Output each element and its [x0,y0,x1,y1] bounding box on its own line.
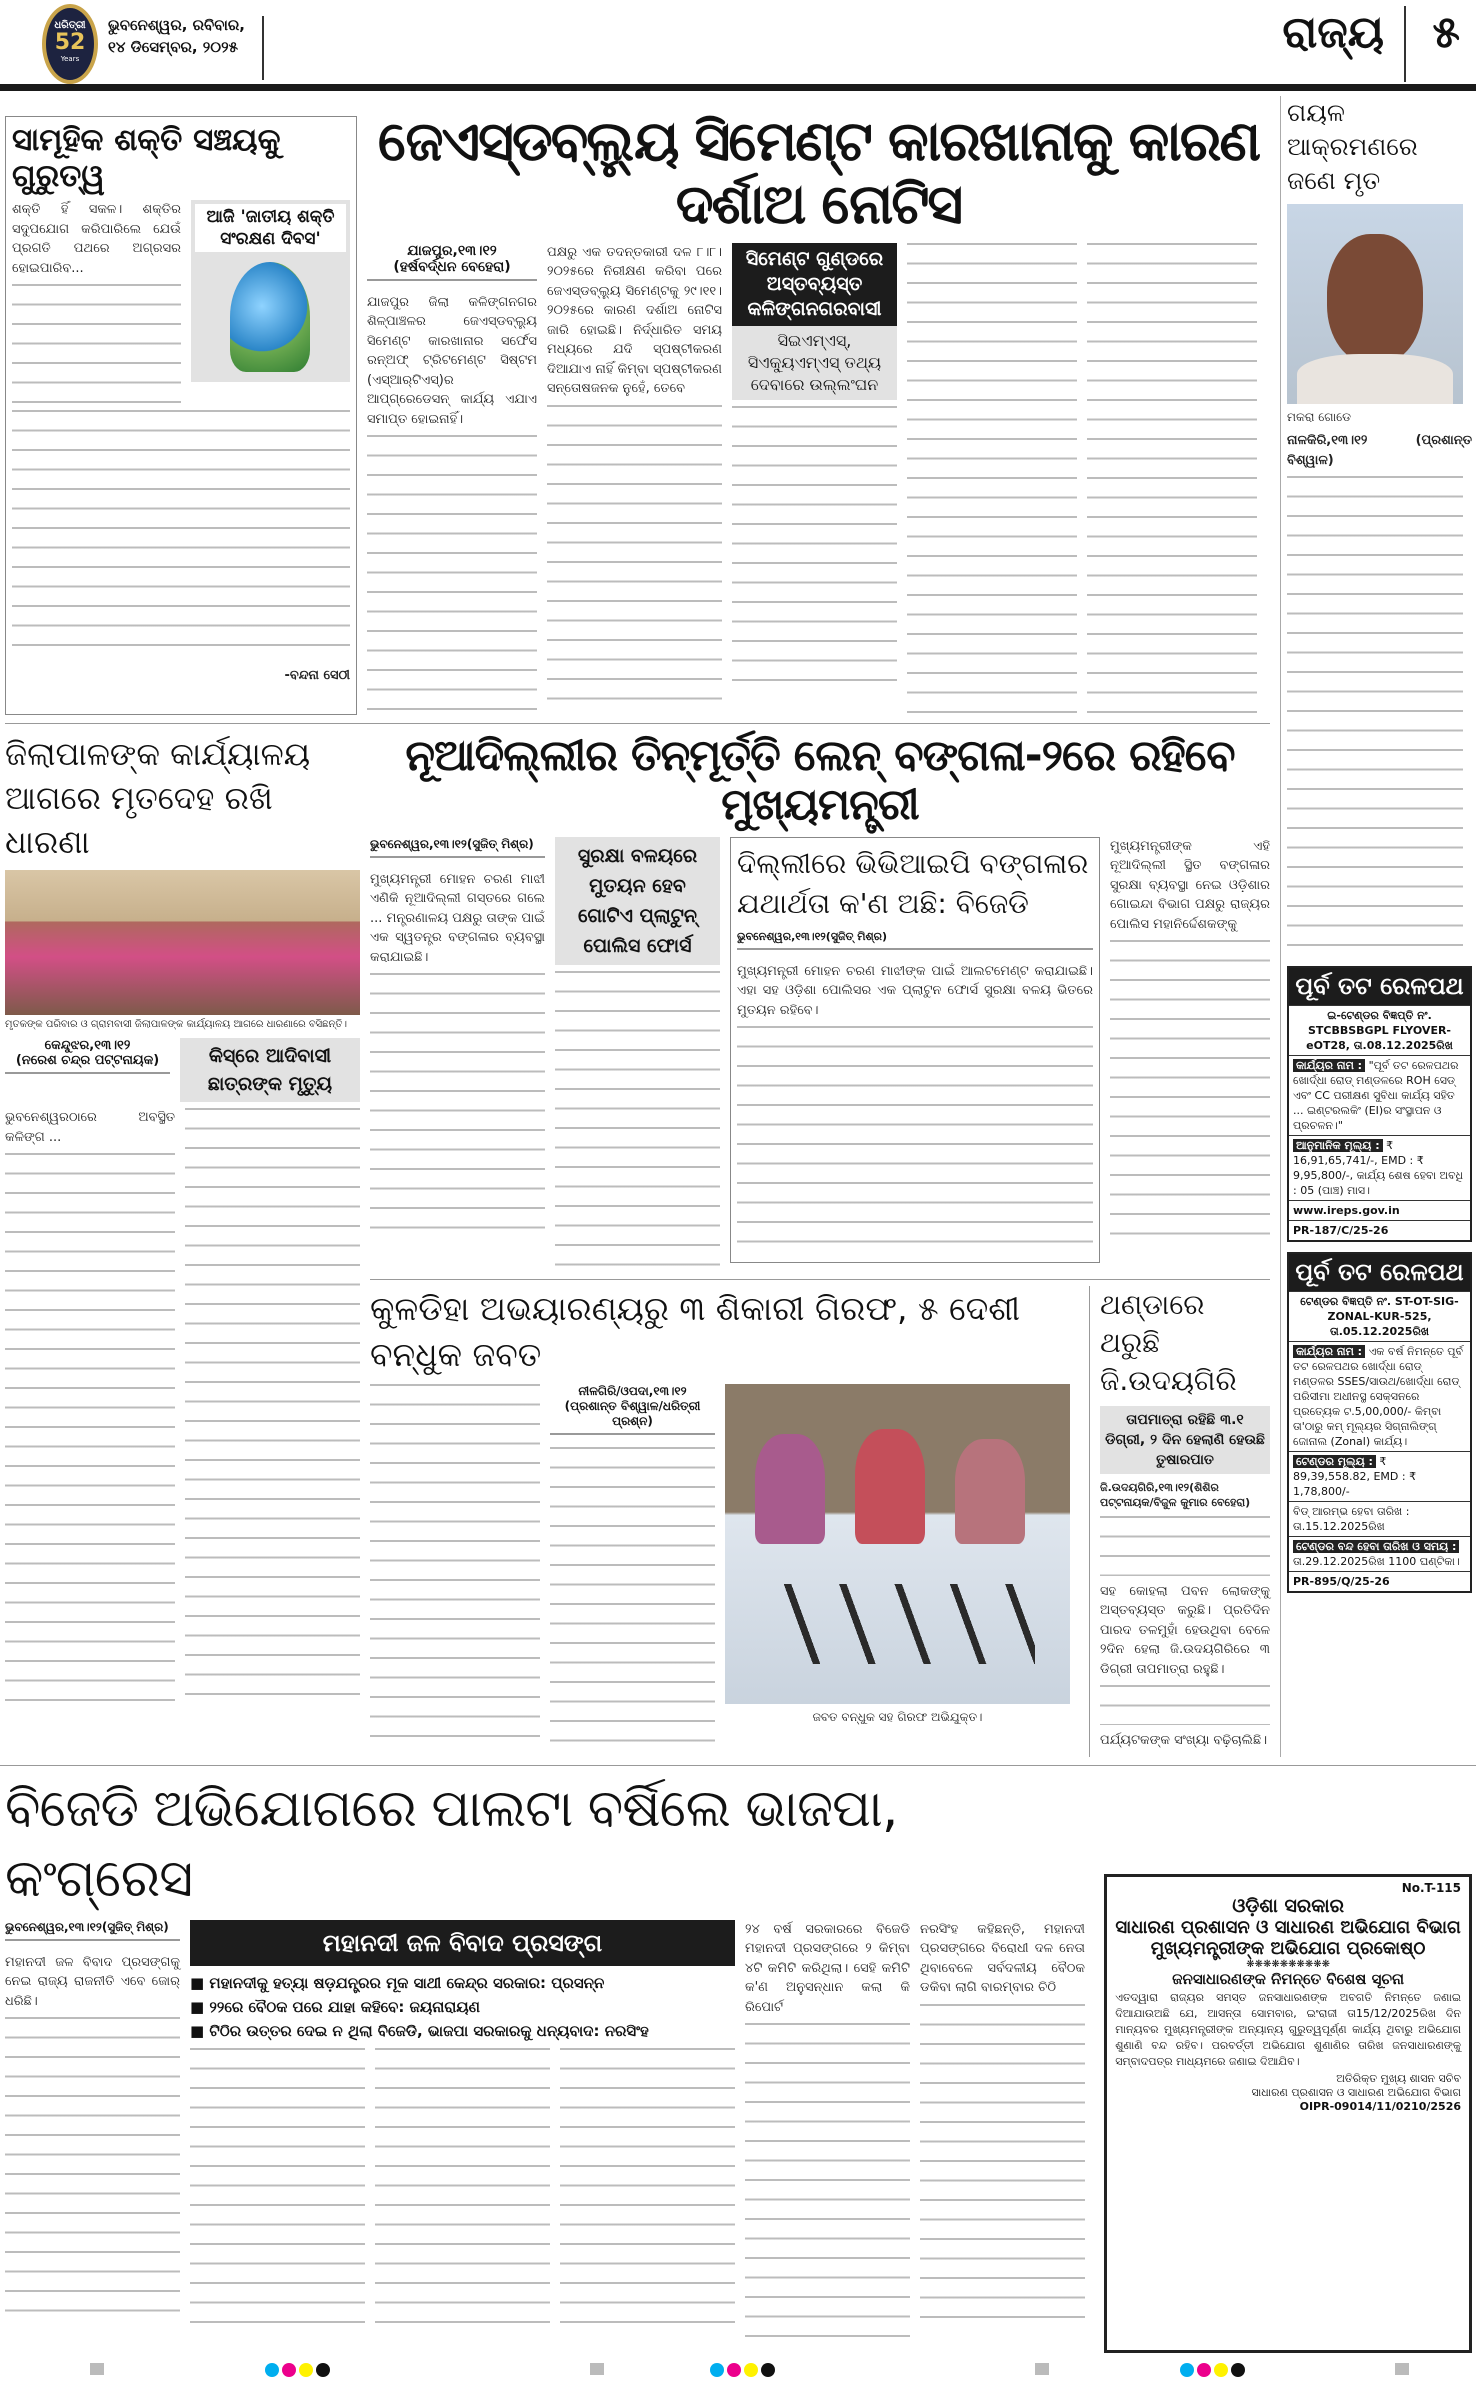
ad-code: PR-187/C/25-26 [1289,1220,1470,1240]
body-col1: ଯାଜପୁର ଜିଲା କଳିଙ୍ଗନଗର ଶିଳ୍ପାଞ୍ଚଳର ଜେଏସ୍‌ଡବ୍ଲ୍ୟୁ ସିମେଣ୍ଟ କାରଖାନାର ସର୍ଫେସ ରନ୍‌ଅଫ୍ ଟ୍ରିଟମେଣ୍ଟ ସିଷ୍ଟମ (ଏସ୍‌ଆର୍‌ଟିଏସ୍)ର ଆପ୍‌ଗ୍ରେଡେସନ୍ କାର୍ଯ୍ୟ ଏଯାଏ ସମାପ୍ତ ହୋଇନାହିଁ। [367,294,537,427]
dateline-place: ନୀଳଗିରି/ଓପଦା,୧୩।୧୨ [578,1383,687,1398]
photo-caption: ମୃତକଙ୍କ ପରିବାର ଓ ଗ୍ରାମବାସୀ ଜିଲାପାଳଙ୍କ କାର୍ଯ୍ୟାଳୟ ଆଗରେ ଧାରଣାରେ ବସିଛନ୍ତି। [5,1019,348,1030]
inner-dateline: ଭୁବନେଶ୍ୱର,୧୩।୧୨(ସୁଜିତ୍ ମିଶ୍ର) [737,930,1093,950]
right-body: ମୁଖ୍ୟମନ୍ତ୍ରୀଙ୍କ ଏହି ନୂଆଦିଲ୍ଲୀ ସ୍ଥିତ ବଙ୍ଗଳାର ସୁରକ୍ଷା ବ୍ୟବସ୍ଥା ନେଇ ଓଡ଼ିଶାର ଗୋଇନ୍ଦା ବିଭାଗ ପକ୍ଷରୁ ରାଜ୍ୟର ପୋଲିସ ମହାନିର୍ଦ୍ଦେଶକଙ୍କୁ [1110,838,1270,932]
cost: ₹ 89,39,558.82, EMD : ₹ 1,78,800/- [1293,1454,1417,1498]
security-box: ସୁରକ୍ଷା ବଳୟରେ ମୁତୟନ ହେବ ଗୋଟିଏ ପ୍ଲାଟୁନ୍ ପୋଲିସ ଫୋର୍ସ [555,837,720,965]
bullet-list [190,1972,735,2042]
dateline: ଭୁବନେଶ୍ୱର,୧୩।୧୨(ସୁଜିତ୍ ମିଶ୍ର) [370,837,545,858]
body-right-2: ନରସିଂହ କହିଛନ୍ତି, ମହାନଦୀ ପ୍ରସଙ୍ଗରେ ବିରୋଧୀ ଦଳ ନେତା ଥିବାବେଳେ ସର୍ବଦଳୀୟ ବୈଠକ ଡକିବା ଲାଗି ବାରମ୍ବାର ଚିଠି [920,1921,1085,1996]
bison-story [1287,96,1472,956]
cost-label: ଟେଣ୍ଡର ମୂଲ୍ୟ : [1293,1455,1376,1468]
bullet-item: ■ ମହାନଦୀକୁ ହତ୍ୟା ଷଡ଼ଯନ୍ତ୍ରର ମୂକ ସାଥୀ କେନ୍ଦ୍ର ସରକାର: ପ୍ରସନ୍ନ [190,1973,605,1992]
govt-notice-ad [1104,1874,1472,2354]
logo-sub: Years [60,55,80,63]
close-date: ତା.29.12.2025ରିଖ 1100 ଘଣ୍ଟିକା। [1293,1554,1460,1568]
inset-box [191,200,350,382]
body-text: ମହାନଦୀ ଜଳ ବିବାଦ ପ୍ରସଙ୍ଗକୁ ନେଇ ରାଜ୍ୟ ରାଜନୀତି ଏବେ ଜୋର୍ ଧରିଛି। [5,1954,180,2009]
registration-marks [0,2361,1476,2381]
dateline-place: କେନ୍ଦୁଝର,୧୩।୧୨ [44,1038,131,1053]
ad-title: ପୂର୍ବ ତଟ ରେଳପଥ [1289,968,1470,1005]
railway-tender-ad-2 [1287,1252,1472,1593]
body-text: ସହ କୋହଲା ପବନ ଲୋକଙ୍କୁ ଅସ୍ତବ୍ୟସ୍ତ କରୁଛି। ପ୍ରତିଦିନ ପାରଦ ତଳମୁହାଁ ହେଉଥିବା ବେଳେ ୨ଦିନ ହେଲା ଜି.ଉଦୟଗିରିରେ ୩ ଡିଗ୍ରୀ ତାପମାତ୍ରା ରହୁଛି। [1100,1583,1270,1677]
reporter: (ହର୍ଷବର୍ଦ୍ଧନ ବେହେରା) [393,258,511,275]
work-desc: "ପୂର୍ବ ତଟ ରେଳପଥର ଖୋର୍ଦ୍ଧା ରୋଡ୍ ମଣ୍ଡଳରେ ROH ସେଡ୍ ଏବଂ CC ପରୀକ୍ଷଣ ସୁବିଧା କାର୍ଯ୍ୟ ସହିତ ... ଇଣ୍ଟରଲକିଂ (EI)ର ସଂସ୍ଥାପନ ଓ ପ୍ରଚଳନ।" [1293,1058,1459,1132]
byline: -ବନ୍ଦନା ସେଠୀ [284,668,350,684]
body-col2: ପକ୍ଷରୁ ଏକ ତଦନ୍ତକାରୀ ଦଳ ୮।୮।୨୦୨୫ରେ ନିରୀକ୍ଷଣ କରିବା ପରେ ଜେଏସ୍‌ଡବ୍ଲ୍ୟୁ ସିମେଣ୍ଟକୁ ୨୯।୧୧।୨୦୨୫ରେ କାରଣ ଦର୍ଶାଅ ନୋଟିସ ଜାରି ହୋଇଛି। ନିର୍ଦ୍ଧାରିତ ସମୟ ମଧ୍ୟରେ ଯଦି ସ୍ପଷ୍ଟୀକରଣ ଦିଆଯାଏ ନାହିଁ କିମ୍ବା ସ୍ପଷ୍ଟୀକରଣ ସନ୍ତୋଷଜନକ ନୁହେଁ, ତେବେ [547,244,722,396]
notice-line1: ଓଡ଼ିଶା ସରକାର [1232,1894,1345,1917]
inner-headline: ଦିଲ୍ଲୀରେ ଭିଭିଆଇପି ବଙ୍ଗଳାର ଯଥାର୍ଥତା କ'ଣ ଅଛି: ବିଜେଡି [737,846,1089,920]
logo-text: ଧରିତ୍ରୀ [54,20,86,31]
website-link[interactable]: www.ireps.gov.in [1289,1200,1470,1220]
box-title: ତାପମାତ୍ରା ରହିଛି ୩.୧ ଡିଗ୍ରୀ, ୨ ଦିନ ହେଲାଣି ହେଉଛି ତୁଷାରପାତ [1100,1406,1270,1474]
railway-tender-ad-1 [1287,966,1472,1242]
work-desc: ଏକ ବର୍ଷ ନିମନ୍ତେ ପୂର୍ବ ତଟ ରେଳପଥର ଖୋର୍ଦ୍ଧା ରୋଡ୍ ମଣ୍ଡଳର SSES/ସାଉଥ/ଖୋର୍ଦ୍ଧା ରୋଡ୍ ପରିସୀମା ଅଧୀନସ୍ଥ ସେକ୍ସନରେ ପ୍ରତ୍ୟେକ ଟ.5,00,000/- କିମ୍ବା ତା'ଠାରୁ କମ୍ ମୂଲ୍ୟର ସିଗ୍ନାଲିଙ୍ଗ୍ ଜୋନାଲ (Zonal) କାର୍ଯ୍ୟ। [1293,1344,1464,1448]
tender-no: ଇ-ଟେଣ୍ଡର ବିଜ୍ଞପ୍ତି ନଂ. STCBBSBGPL FLYOVER-eOT28, ତା.08.12.2025ରିଖ [1289,1005,1470,1055]
issue-date: ୧୪ ଡିସେମ୍ବର, ୨୦୨୫ [108,38,238,56]
dateline: ନାଳକିରି,୧୩।୧୨ (ପ୍ରଶାନ୍ତ ବିଶ୍ୱାଳ) [1287,433,1472,468]
notice-number: No.T-115 [1401,1880,1461,1895]
bjd-story [5,1774,1094,2354]
bullet-item: ■ ଟିଠିର ଉତ୍ତର ଦେଇ ନ ଥିଲା ବିଜେଡି, ଭାଜପା ସରକାରକୁ ଧନ୍ୟବାଦ: ନରସିଂହ [190,2021,649,2040]
body-right: ୨୪ ବର୍ଷ ସରକାରରେ ବିଜେଡି ମହାନଦୀ ପ୍ରସଙ୍ଗରେ ୨ କିମ୍ବା ୪ଟି କମିଟି କରିଥିଲା। ସେହି କମିଟି କ'ଣ ଅନୁସନ୍ଧାନ କଲା କି ରିପୋର୍ଟ [745,1921,910,2015]
place-day: ଭୁବନେଶ୍ୱର, ରବିବାର, [108,16,245,34]
ad-code: PR-895/Q/25-26 [1289,1571,1470,1591]
notice-code: OIPR-09014/11/0210/2526 [1299,2099,1461,2113]
cold-story [1100,1286,1270,1751]
headline: ଗୟଳ ଆକ୍ରମଣରେ ଜଣେ ମୃତ [1287,98,1418,195]
closing-text: ପର୍ଯ୍ୟଟକଙ୍କ ସଂଖ୍ୟା ବଢ଼ିଚାଲିଛି। [1100,1733,1268,1749]
ad-title: ପୂର୍ବ ତଟ ରେଳପଥ [1289,1254,1470,1291]
dateline [367,243,537,281]
protest-photo [5,870,360,1015]
body-text: ଶକ୍ତି ହିଁ ସକଳ। ଶକ୍ତିର ସଦୁପଯୋଗ କରିପାରିଲେ ଯେଉଁ ପ୍ରଗତି ପଥରେ ଅଗ୍ରସର ହୋଇପାରିବ... [12,202,181,276]
body-text: ମୁଖ୍ୟମନ୍ତ୍ରୀ ମୋହନ ଚରଣ ମାଝୀ ଏଣିକି ନୂଆଦିଲ୍ଲୀ ଗସ୍ତରେ ଗଲେ ... ମନ୍ତ୍ରଣାଳୟ ପକ୍ଷରୁ ତାଙ୍କ ପାଇଁ ଏକ ସ୍ୱତନ୍ତ୍ର ବଙ୍ଗଳାର ବ୍ୟବସ୍ଥା କରାଯାଇଛି। [370,871,545,965]
jsw-story [367,96,1270,715]
headline: କୁଳଡିହା ଅଭୟାରଣ୍ୟରୁ ୩ ଶିକାରୀ ଗିରଫ, ୫ ଦେଶୀ ବନ୍ଧୁକ ଜବତ [370,1288,1021,1374]
jsw-box [732,243,897,696]
reporter: (ପ୍ରଶାନ୍ତ ବିଶ୍ୱାଳ/ଧରିତ୍ରୀ ପ୍ରଶ୍ନ) [564,1398,701,1428]
cost-label: ଆନୁମାନିକ ମୂଲ୍ୟ : [1293,1139,1383,1152]
dateline [5,1038,170,1074]
notice-sign2: ସାଧାରଣ ପ୍ରଶାସନ ଓ ସାଧାରଣ ଅଭିଯୋଗ ବିଭାଗ [1251,2085,1461,2099]
headline: ଜେଏସ୍‌ଡବ୍ଲ୍ୟୁ ସିମେଣ୍ଟ କାରଖାନାକୁ କାରଣ ଦର୍ଶାଅ ନୋଟିସ [377,109,1260,237]
page-number: ୫ [1432,7,1460,58]
dharana-story [5,732,360,1757]
logo [42,4,98,84]
dateline [550,1384,715,1435]
masthead [0,0,1476,92]
reporter: (ନରେଶ ଚନ୍ଦ୍ର ପଟ୍ଟନାୟକ) [15,1053,160,1068]
box-title: କିସ୍‌ରେ ଆଦିବାସୀ ଛାତ୍ରଙ୍କ ମୃତ୍ୟୁ [180,1038,360,1102]
cm-bungalow-story [370,732,1270,1271]
dateline: ଜି.ଉଦୟଗିରି,୧୩।୧୨(ଶିଶିର ପଟ୍ଟନାୟକ/ବିଜୁଳ କୁମାର ବେହେରା) [1100,1480,1251,1509]
lightbulb-globe-image [230,262,310,372]
dateline: ଭୁବନେଶ୍ୱର,୧୩।୧୨(ସୁଜିତ୍ ମିଶ୍ର) [5,1920,180,1941]
notice-line2: ସାଧାରଣ ପ୍ରଶାସନ ଓ ସାଧାରଣ ଅଭିଯୋଗ ବିଭାଗ [1115,1916,1461,1938]
headline: ଥଣ୍ଡାରେ ଥରୁଛି ଜି.ଉଦୟଗିରି [1100,1287,1237,1397]
headline: ସାମୂହିକ ଶକ୍ତି ସଞ୍ଚୟକୁ ଗୁରୁତ୍ୱ [12,122,281,194]
logo-years: 52 [54,30,86,55]
energy-story [5,116,357,715]
kuldiha-story [370,1286,1090,1757]
box-title: ମହାନଦୀ ଜଳ ବିବାଦ ପ୍ରସଙ୍ଗ [190,1920,735,1966]
notice-stars: ❋❋❋❋❋❋❋❋❋❋ [1246,1958,1331,1970]
tender-no: ଟେଣ୍ଡର ବିଜ୍ଞପ୍ତି ନଂ. ST-OT-SIG-ZONAL-KUR-525, ତା.05.12.2025ରିଖ [1289,1291,1470,1341]
masthead-rule [0,84,1476,91]
headline: ବିଜେଡି ଅଭିଯୋଗରେ ପାଲଟା ବର୍ଷିଲେ ଭାଜପା, କଂଗ୍ରେସ [5,1778,898,1909]
photo-caption: ଜବତ ବନ୍ଧୁକ ସହ ଗିରଫ ଅଭିଯୁକ୍ତ। [812,1709,983,1724]
bid-start: ବିଡ୍ ଆରମ୍ଭ ହେବା ତାରିଖ : ତା.15.12.2025ରିଖ [1289,1501,1470,1536]
cost: ₹ 16,91,65,741/-, EMD : ₹ 9,95,800/-, କାର୍ଯ୍ୟ ଶେଷ ହେବା ଅବଧି : 05 (ପାଞ୍ଚ) ମାସ। [1293,1138,1464,1197]
bullet-item: ■ ୨୨ରେ ବୈଠକ ପରେ ଯାହା କହିବେ: ଜୟନାରାୟଣ [190,1997,481,2016]
victim-photo [1287,204,1463,404]
work-label: କାର୍ଯ୍ୟର ନାମ : [1293,1059,1365,1072]
close-label: ଟେଣ୍ଡର ବନ୍ଦ ହେବା ତାରିଖ ଓ ସମୟ : [1293,1540,1459,1553]
section-name: ରାଜ୍ୟ [1282,7,1384,58]
body-text: ଭୁବନେଶ୍ୱରଠାରେ ଅବସ୍ଥିତ କଳିଙ୍ଗ ... [5,1110,175,1145]
box-sub: ସିଇଏମ୍‌ଏସ୍, ସିଏକ୍ୟୁଏମ୍‌ଏସ୍ ତଥ୍ୟ ଦେବାରେ ଉଲ୍ଲଂଘନ [732,326,897,400]
notice-sign1: ଅତିରିକ୍ତ ମୁଖ୍ୟ ଶାସନ ସଚିବ [1336,2071,1461,2085]
work-label: କାର୍ଯ୍ୟର ନାମ : [1293,1345,1365,1358]
notice-body: ଏତଦ୍ୱାରା ରାଜ୍ୟର ସମସ୍ତ ଜନସାଧାରଣଙ୍କ ଅବଗତି ନିମନ୍ତେ ଜଣାଇ ଦିଆଯାଉଅଛି ଯେ, ଆସନ୍ତା ସୋମବାର, ଇଂରାଜୀ ତା15/12/2025ରିଖ ଦିନ ମାନ୍ୟବର ମୁଖ୍ୟମନ୍ତ୍ରୀଙ୍କ ଅନ୍ୟାନ୍ୟ ଗୁରୁତ୍ୱପୂର୍ଣ୍ଣ କାର୍ଯ୍ୟ ଥିବାରୁ ଅଭିଯୋଗ ଶୁଣାଣି ବନ୍ଦ ରହିବ। ପରବର୍ତ୍ତୀ ଅଭିଯୋଗ ଶୁଣାଣିର ତାରିଖ ଜନସାଧାରଣଙ୍କୁ ସମ୍ବାଦପତ୍ର ମାଧ୍ୟମରେ ଜଣାଇ ଦିଆଯିବ। [1115,1990,1461,2068]
dateline-place: ଯାଜପୁର,୧୩।୧୨ [407,242,497,259]
photo-caption: ମକରା ଗୋଡେ [1287,410,1352,424]
inset-title: ଆଜି 'ଜାତୀୟ ଶକ୍ତି ସଂରକ୍ଷଣ ଦିବସ' [195,204,346,252]
notice-line4: ଜନସାଧାରଣଙ୍କ ନିମନ୍ତେ ବିଶେଷ ସୂଚନା [1172,1969,1405,1988]
headline: ଜିଲାପାଳଙ୍କ କାର୍ଯ୍ୟାଳୟ ଆଗରେ ମୃତଦେହ ରଖି ଧାରଣା [5,735,311,861]
notice-line3: ମୁଖ୍ୟମନ୍ତ୍ରୀଙ୍କ ଅଭିଯୋଗ ପ୍ରକୋଷ୍ଠ [1150,1937,1426,1959]
seized-guns-photo [725,1384,1070,1704]
bjd-inner-story [730,837,1100,1264]
box-title: ସିମେଣ୍ଟ ଗୁଣ୍ଡରେ ଅସ୍ତବ୍ୟସ୍ତ କଳିଙ୍ଗନଗରବାସୀ [732,243,897,326]
inner-body: ମୁଖ୍ୟମନ୍ତ୍ରୀ ମୋହନ ଚରଣ ମାଝୀଙ୍କ ପାଇଁ ଆଲଟମେଣ୍ଟ କରାଯାଇଛି। ଏହା ସହ ଓଡ଼ିଶା ପୋଲିସର ଏକ ପ୍ଲାଟୁନ ଫୋର୍ସ ସୁରକ୍ଷା ବଳୟ ଭିତରେ ମୁତୟନ ରହିବେ। [737,963,1093,1018]
headline: ନୂଆଦିଲ୍ଲୀର ତିନ୍‌ମୂର୍ତ୍ତି ଲେନ୍ ବଙ୍ଗଳା-୨ରେ ରହିବେ ମୁଖ୍ୟମନ୍ତ୍ରୀ [405,731,1235,831]
